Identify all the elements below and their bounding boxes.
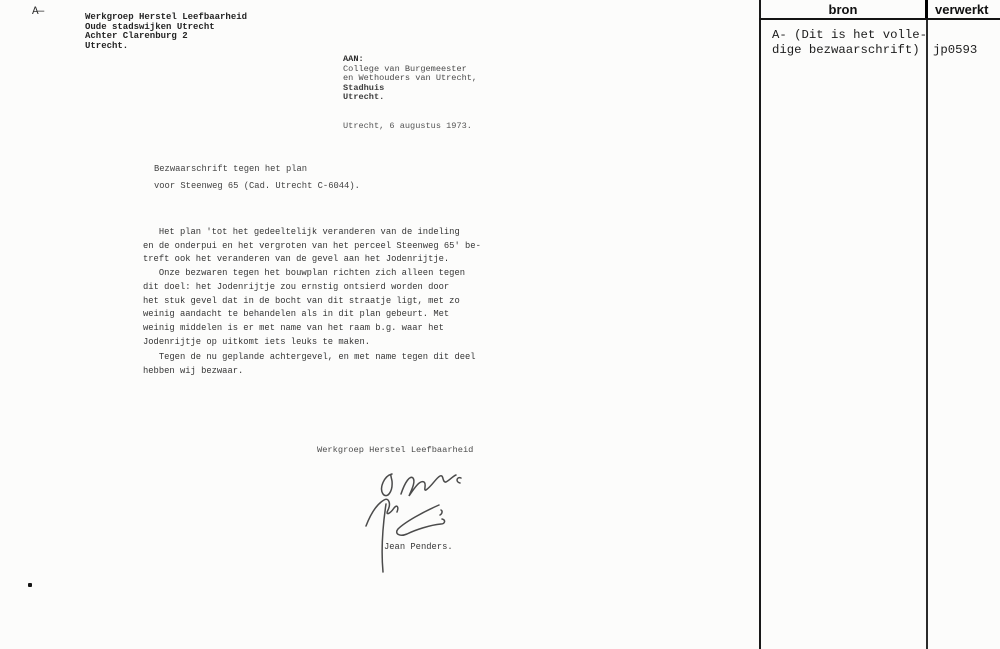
body-line: Tegen de nu geplande achtergevel, en met name tegen dit deel [143, 352, 476, 363]
recipient-line: College van Burgemeester [343, 63, 467, 74]
ink-dot-artifact [28, 583, 32, 587]
table-left-border [759, 0, 761, 649]
closing-organization: Werkgroep Herstel Leefbaarheid [317, 445, 474, 455]
body-paragraph [143, 226, 481, 267]
typed-signature-name: Jean Penders. [384, 542, 453, 552]
body-line: Jodenrijtje op uitkomt iets leuks te maken. [143, 336, 370, 347]
bron-annotation-line: A- (Dit is het volle- [772, 28, 927, 42]
bron-annotation-line: dige bezwaarschrift) [772, 43, 920, 57]
body-paragraph [143, 351, 481, 378]
sender-line: Achter Clarenburg 2 [85, 31, 188, 42]
signature-handwriting [352, 462, 477, 587]
table-column-separator-header [925, 0, 928, 20]
recipient-line: Utrecht. [343, 92, 385, 103]
body-line: en de onderpui en het vergroten van het perceel Steenweg 65' be- [143, 240, 481, 251]
body-line: dit doel: het Jodenrijtje zou ernstig ontsierd worden door [143, 281, 450, 292]
margin-label: A— [32, 6, 44, 18]
body-line: Het plan 'tot het gedeeltelijk veranderen van de indeling [143, 227, 460, 237]
bron-annotation [772, 28, 927, 58]
body-line: Onze bezwaren tegen het bouwplan richten zich alleen tegen [143, 268, 466, 279]
body-line: het stuk gevel dat in de bocht van dit straatje ligt, met zo [143, 295, 460, 306]
letter-body [143, 226, 481, 379]
body-line: hebben wij bezwaar. [143, 366, 244, 377]
subject-line: voor Steenweg 65 (Cad. Utrecht C-6044). [154, 181, 360, 191]
sender-line: Oude stadswijken Utrecht [85, 21, 215, 32]
body-line: treft ook het veranderen van de gevel aan het Jodenrijtje. [143, 254, 450, 265]
column-header-verwerkt: verwerkt [935, 2, 989, 17]
body-line: weinig middelen is er met name van het raam b.g. waar het [143, 322, 444, 333]
sender-address-block [85, 13, 247, 51]
verwerkt-code: jp0593 [933, 43, 978, 57]
column-header-bron: bron [828, 2, 858, 17]
table-column-separator [926, 18, 928, 649]
recipient-address-block [343, 55, 477, 103]
table-header-rule [759, 18, 1000, 20]
sender-line: Utrecht. [85, 40, 129, 51]
recipient-line: Stadhuis [343, 82, 385, 93]
dateline: Utrecht, 6 augustus 1973. [343, 121, 472, 131]
recipient-line: en Wethouders van Utrecht, [343, 73, 478, 84]
sender-line: Werkgroep Herstel Leefbaarheid [85, 12, 248, 22]
body-paragraph [143, 267, 481, 349]
subject-line: Bezwaarschrift tegen het plan [154, 164, 308, 174]
subject-block [154, 161, 360, 195]
body-line: weinig aandacht te behandelen als in dit plan gebeurt. Met [143, 309, 450, 320]
recipient-label: AAN: [343, 54, 364, 64]
